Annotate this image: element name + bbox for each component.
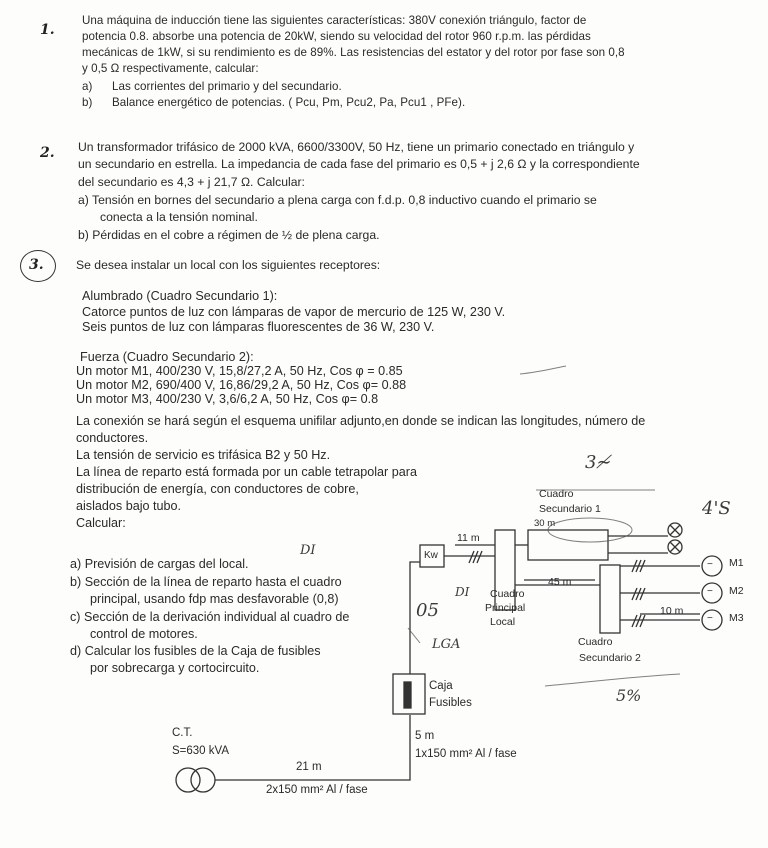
problem-1-item-b: Balance energético de potencias. ( Pcu, Pm, Pcu2, Pa, Pcu1 , PFe). (112, 96, 466, 109)
question-b-cont: principal, usando fdp mas desfavorable (0,8) (90, 592, 339, 606)
length-45m: 45 m (548, 576, 572, 588)
motor-m3-label: M3 (729, 612, 744, 624)
question-b: b) Sección de la línea de reparto hasta el cuadro (70, 575, 342, 589)
problem-3-number: 3. (29, 257, 44, 273)
ct-power: S=630 kVA (172, 745, 230, 757)
question-c: c) Sección de la derivación individual al cuadro de (70, 610, 350, 624)
problem-2-item-a: a) Tensión en bornes del secundario a plena carga con f.d.p. 0,8 inductivo cuando el primario se (78, 193, 597, 207)
principal-label-1: Cuadro (490, 588, 525, 600)
kw-label: Kw (424, 550, 438, 561)
problem-2-line-3: del secundario es 4,3 + j 21,7 Ω. Calcular: (78, 175, 305, 189)
problem-3-intro: Se desea instalar un local con los siguientes receptores: (76, 258, 381, 272)
motor-m1-label: M1 (729, 557, 744, 569)
problem-2-item-b: b) Pérdidas en el cobre a régimen de ½ de plena carga. (78, 228, 380, 242)
cuadro-secundario-1-box (528, 530, 608, 560)
motor-line-3: Un motor M3, 400/230 V, 3,6/6,2 A, 50 Hz, Cos φ= 0.8 (76, 392, 379, 406)
problem-1-line-1: Una máquina de inducción tiene las siguientes características: 380V conexión triángulo, factor de (82, 14, 587, 27)
connection-line-1: La conexión se hará según el esquema unifilar adjunto,en donde se indican las longitudes, número de (76, 414, 646, 428)
question-c-cont: control de motores. (90, 627, 198, 641)
ct-label: C.T. (172, 727, 193, 739)
problem-1-line-2: potencia 0.8. absorbe una potencia de 20kW, siendo su velocidad del rotor 960 r.p.m. las pérdidas (82, 30, 591, 43)
cuadro-secundario-2-box (600, 565, 620, 633)
secundario-2-label-2: Secundario 2 (579, 652, 641, 664)
question-d: d) Calcular los fusibles de la Caja de fusibles (70, 644, 321, 658)
connection-line-4: La línea de reparto está formada por un cable tetrapolar para (76, 465, 417, 479)
connection-line-3: La tensión de servicio es trifásica B2 y 50 Hz. (76, 448, 331, 462)
motor-m3-sign: − (707, 613, 713, 624)
problem-1-line-3: mecánicas de 1kW, si su rendimiento es de 89%. Las resistencias del estator y del rotor por fase son 0,8 (82, 46, 625, 59)
connection-line-5: distribución de energía, con conductores de cobre, (76, 482, 359, 496)
motor-line-1: Un motor M1, 400/230 V, 15,8/27,2 A, 50 Hz, Cos φ = 0.85 (76, 364, 403, 378)
connection-line-6: aislados bajo tubo. (76, 499, 182, 513)
lighting-line-1: Catorce puntos de luz con lámparas de vapor de mercurio de 125 W, 230 V. (82, 305, 506, 319)
problem-2-number: 2. (40, 145, 55, 161)
secundario-1-label-1: Cuadro (539, 488, 574, 500)
caja-label-2: Fusibles (429, 697, 472, 709)
connection-line-2: conductores. (76, 431, 149, 445)
secundario-2-label-1: Cuadro (578, 636, 613, 648)
cable-caja: 1x150 mm² Al / fase (415, 748, 517, 760)
problem-2-line-2: un secundario en estrella. La impedancia de cada fase del primario es 0,5 + j 2,6 Ω y la correspondiente (78, 157, 640, 171)
problem-1-line-4: y 0,5 Ω respectivamente, calcular: (82, 62, 259, 75)
caja-label-1: Caja (429, 680, 453, 692)
length-10m: 10 m (660, 605, 684, 617)
problem-1-number: 1. (40, 22, 55, 38)
question-d-cont: por sobrecarga y cortocircuito. (90, 661, 260, 675)
fuse-element (404, 682, 411, 708)
handwriting-di-2: DI (455, 585, 470, 599)
handwriting-di-1: DI (300, 543, 316, 558)
length-30m: 30 m (534, 518, 556, 529)
problem-1-item-a: Las corrientes del primario y del secundario. (112, 80, 342, 93)
problem-2-line-1: Un transformador trifásico de 2000 kVA, 6600/3300V, 50 Hz, tiene un primario conectado en triángulo y (78, 140, 635, 154)
power-title: Fuerza (Cuadro Secundario 2): (80, 350, 254, 364)
lighting-title: Alumbrado (Cuadro Secundario 1): (82, 289, 278, 303)
question-a: a) Previsión de cargas del local. (70, 557, 249, 571)
length-21m: 21 m (296, 761, 322, 773)
handwriting-4s: 4'S (702, 498, 731, 519)
lighting-line-2: Seis puntos de luz con lámparas fluorescentes de 36 W, 230 V. (82, 320, 435, 334)
cable-ct: 2x150 mm² Al / fase (266, 784, 368, 796)
handwriting-3: 3≁ (585, 452, 612, 473)
principal-label-3: Local (490, 616, 516, 628)
motor-m2-label: M2 (729, 585, 744, 597)
connection-line-7: Calcular: (76, 516, 126, 530)
motor-m1-sign: − (707, 559, 713, 570)
transformer-coil-1 (176, 768, 200, 792)
principal-label-2: Principal (485, 602, 526, 614)
secundario-1-label-2: Secundario 1 (539, 503, 601, 515)
problem-1-item-b-marker: b) (82, 96, 93, 109)
motor-line-2: Un motor M2, 690/400 V, 16,86/29,2 A, 50 Hz, Cos φ= 0.88 (76, 378, 407, 392)
length-11m: 11 m (457, 532, 480, 544)
length-5m: 5 m (415, 730, 435, 742)
handwriting-5: 5% (616, 686, 642, 705)
problem-1-item-a-marker: a) (82, 80, 93, 93)
transformer-coil-2 (191, 768, 215, 792)
handwriting-lga: LGA (432, 637, 461, 652)
motor-m2-sign: − (707, 586, 713, 597)
handwriting-05: 05 (416, 600, 439, 621)
problem-2-item-a-cont: conecta a la tensión nominal. (100, 210, 258, 224)
